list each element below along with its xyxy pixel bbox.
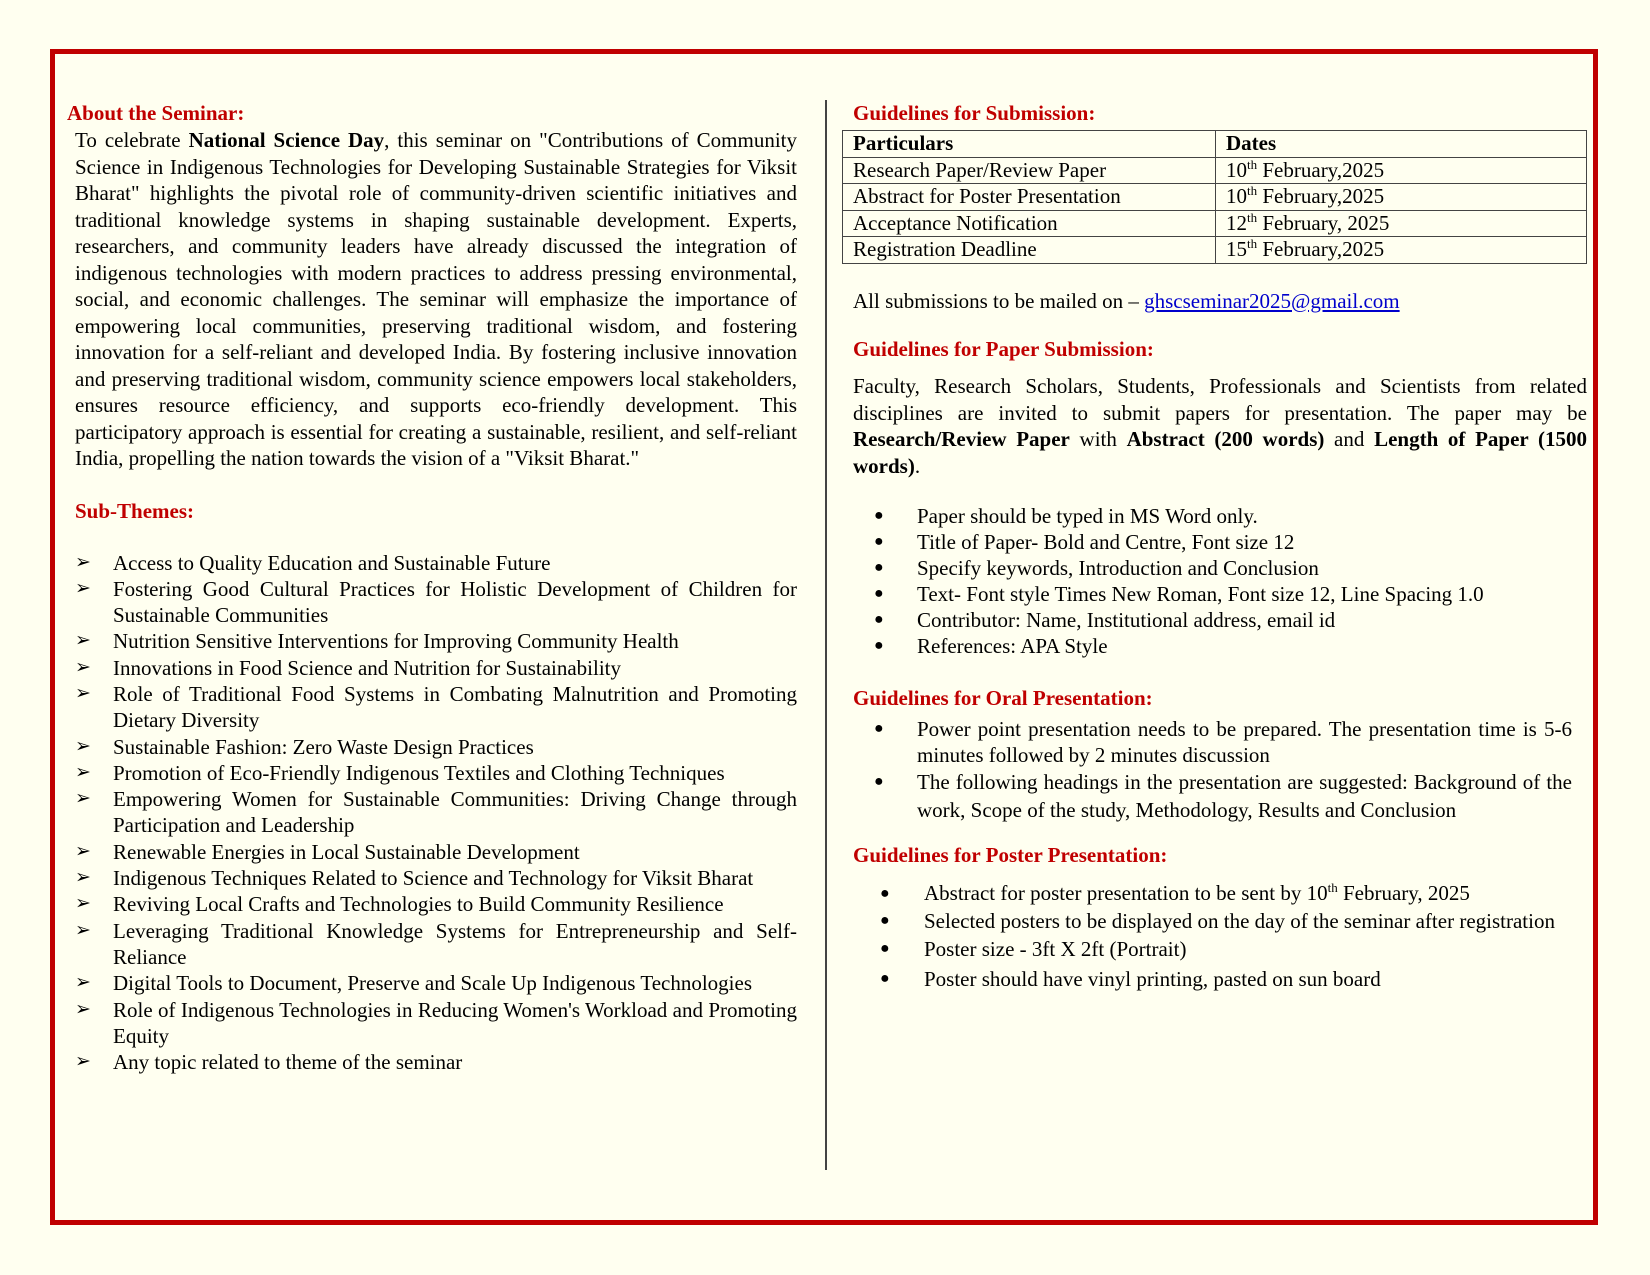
table-row (843, 157, 1587, 184)
bullet-icon: ● (874, 559, 884, 576)
list-item: ● Contributor: Name, Institutional address, email id (874, 608, 1336, 632)
list-item: ● Selected posters to be displayed on the day of the seminar after registration (880, 909, 1555, 933)
poster-heading: Guidelines for Poster Presentation: (853, 843, 1168, 867)
list-item: ● The following headings in the presentation are suggested: Background of the work, Scope of the study, Methodology, Results and Conclusion (874, 770, 1572, 822)
about-heading: About the Seminar: (67, 101, 245, 125)
particular-cell: Research Paper/Review Paper (843, 157, 1216, 184)
dates-table (842, 130, 1587, 264)
bullet-icon: ● (874, 507, 884, 524)
sub-theme-text: Innovations in Food Science and Nutrition for Sustainability (113, 655, 622, 680)
list-item (75, 576, 797, 629)
about-text-pre: To celebrate (75, 128, 189, 152)
paper-guidelines-list (842, 503, 1572, 659)
sub-themes-heading: Sub-Themes: (75, 498, 195, 523)
bullet-icon: ● (874, 611, 884, 628)
arrow-bullet-icon: ➢ (75, 919, 91, 941)
table-row (843, 237, 1587, 264)
arrow-bullet-icon: ➢ (75, 867, 91, 889)
bullet-icon: ● (874, 637, 884, 654)
column-header-particulars: Particulars (843, 131, 1216, 158)
sub-theme-text: Sustainable Fashion: Zero Waste Design Practices (113, 734, 534, 759)
arrow-bullet-icon: ➢ (75, 972, 91, 994)
arrow-bullet-icon: ➢ (75, 630, 91, 652)
about-text (75, 127, 797, 472)
date-cell: 10th February,2025 (1216, 184, 1587, 211)
sub-theme-text: Indigenous Techniques Related to Science and Technology for Viksit Bharat (113, 866, 754, 891)
date-cell: 15th February,2025 (1216, 237, 1587, 264)
right-column (842, 100, 1587, 994)
bullet-icon: ● (874, 585, 884, 602)
list-item (75, 734, 797, 760)
submission-heading: Guidelines for Submission: (853, 101, 1096, 125)
list-item (75, 681, 797, 734)
bullet-icon: ● (874, 720, 884, 737)
sub-theme-text: Role of Traditional Food Systems in Combating Malnutrition and Promoting Dietary Diversity (113, 681, 797, 733)
sub-themes-list (75, 550, 797, 1076)
arrow-bullet-icon: ➢ (75, 893, 91, 915)
bullet-icon: ● (880, 912, 890, 929)
sub-theme-text: Role of Indigenous Technologies in Reducing Women's Workload and Promoting Equity (113, 997, 797, 1048)
left-column (67, 100, 797, 1075)
bullet-icon: ● (874, 533, 884, 550)
mail-line (853, 288, 1587, 315)
sub-theme-text: Digital Tools to Document, Preserve and Scale Up Indigenous Technologies (113, 971, 752, 996)
list-item: ● Poster size - 3ft X 2ft (Portrait) (842, 934, 1572, 964)
list-item: ● Paper should be typed in MS Word only. (874, 504, 1258, 528)
list-item (75, 970, 797, 996)
arrow-bullet-icon: ➢ (75, 998, 91, 1020)
list-item (75, 865, 797, 891)
list-item: ● Poster should have vinyl printing, pasted on sun board (842, 964, 1572, 994)
arrow-bullet-icon: ➢ (75, 735, 91, 757)
list-item (75, 786, 797, 839)
particular-cell: Abstract for Poster Presentation (843, 184, 1216, 211)
sub-theme-text: Fostering Good Cultural Practices for Holistic Development of Children for Sustainable Communities (113, 576, 797, 628)
arrow-bullet-icon: ➢ (75, 761, 91, 783)
table-row (843, 210, 1587, 237)
sub-theme-text: Reviving Local Crafts and Technologies to Build Community Resilience (113, 892, 724, 917)
oral-heading: Guidelines for Oral Presentation: (853, 686, 1153, 710)
date-cell: 10th February,2025 (1216, 157, 1587, 184)
poster-guidelines-list (842, 879, 1572, 994)
list-item (75, 891, 797, 917)
column-divider (825, 100, 827, 1170)
bullet-icon: ● (874, 773, 884, 790)
sub-theme-text: Nutrition Sensitive Interventions for Improving Community Health (113, 629, 679, 654)
list-item: ● References: APA Style (874, 634, 1108, 658)
column-header-dates: Dates (1216, 131, 1587, 158)
paper-text: Faculty, Research Scholars, Students, Professionals and Scientists from related disciplines are invited to submit papers for presentation. The paper may be Research/Review Paper with Abstract (200 words) and Length of Paper (1500 words). (853, 374, 1588, 478)
list-item (75, 997, 797, 1050)
sub-theme-text: Renewable Energies in Local Sustainable Development (113, 839, 580, 864)
arrow-bullet-icon: ➢ (75, 551, 91, 573)
table-header-row (843, 131, 1587, 158)
bullet-icon: ● (880, 970, 890, 987)
about-text-bold: National Science Day (188, 128, 385, 152)
list-item: ● Text- Font style Times New Roman, Font size 12, Line Spacing 1.0 (874, 582, 1484, 606)
arrow-bullet-icon: ➢ (75, 788, 91, 810)
list-item (75, 655, 797, 681)
list-item: ● Title of Paper- Bold and Centre, Font size 12 (874, 530, 1295, 554)
list-item: ● Power point presentation needs to be prepared. The presentation time is 5-6 minutes followed by 2 minutes discussion (874, 717, 1572, 767)
bullet-icon: ● (880, 885, 890, 902)
arrow-bullet-icon: ➢ (75, 577, 91, 599)
particular-cell: Acceptance Notification (843, 210, 1216, 237)
email-link[interactable]: ghscseminar2025@gmail.com (1144, 288, 1400, 313)
list-item: ● Specify keywords, Introduction and Conclusion (874, 556, 1319, 580)
particular-cell: Registration Deadline (843, 237, 1216, 264)
sub-theme-text: Access to Quality Education and Sustainable Future (113, 550, 551, 575)
list-item (75, 839, 797, 865)
sub-theme-text: Empowering Women for Sustainable Communities: Driving Change through Participation and Leadership (113, 787, 797, 838)
arrow-bullet-icon: ➢ (75, 1051, 91, 1073)
arrow-bullet-icon: ➢ (75, 656, 91, 678)
list-item (75, 628, 797, 654)
about-text-post: , this seminar on "Contributions of Community Science in Indigenous Technologies for Developing Sustainable Strategies for Viksit Bharat" highlights the pivotal role of community-driven scientific initiatives and traditional knowledge systems in shaping sustainable development. Experts, researchers, and community leaders have already discussed the integration of indigenous technologies with modern practices to address pressing environmental, social, and economic challenges. The seminar will emphasize the importance of empowering local communities, preserving traditional wisdom, and fostering innovation for a self-reliant and developed India. By fostering inclusive innovation and preserving traditional wisdom, community science empowers local stakeholders, ensures resource efficiency, and supports eco-friendly development. This participatory approach is essential for creating a sustainable, resilient, and self-reliant India, propelling the nation towards the vision of a "Viksit Bharat." (75, 128, 797, 470)
sub-theme-text: Leveraging Traditional Knowledge Systems for Entrepreneurship and Self-Reliance (113, 918, 797, 969)
bullet-icon: ● (880, 940, 890, 957)
mail-text: All submissions to be mailed on – (853, 288, 1145, 313)
list-item (75, 1049, 797, 1075)
date-cell: 12th February, 2025 (1216, 210, 1587, 237)
list-item (75, 760, 797, 786)
sub-theme-text: Any topic related to theme of the seminar (113, 1050, 463, 1075)
list-item (75, 918, 797, 971)
list-item: ● Abstract for poster presentation to be sent by 10th February, 2025 (842, 879, 1572, 908)
table-row (843, 184, 1587, 211)
paper-heading: Guidelines for Paper Submission: (853, 337, 1154, 361)
list-item (75, 550, 797, 576)
arrow-bullet-icon: ➢ (75, 840, 91, 862)
oral-guidelines-list (842, 716, 1572, 824)
arrow-bullet-icon: ➢ (75, 682, 91, 704)
sub-theme-text: Promotion of Eco-Friendly Indigenous Textiles and Clothing Techniques (113, 760, 725, 785)
